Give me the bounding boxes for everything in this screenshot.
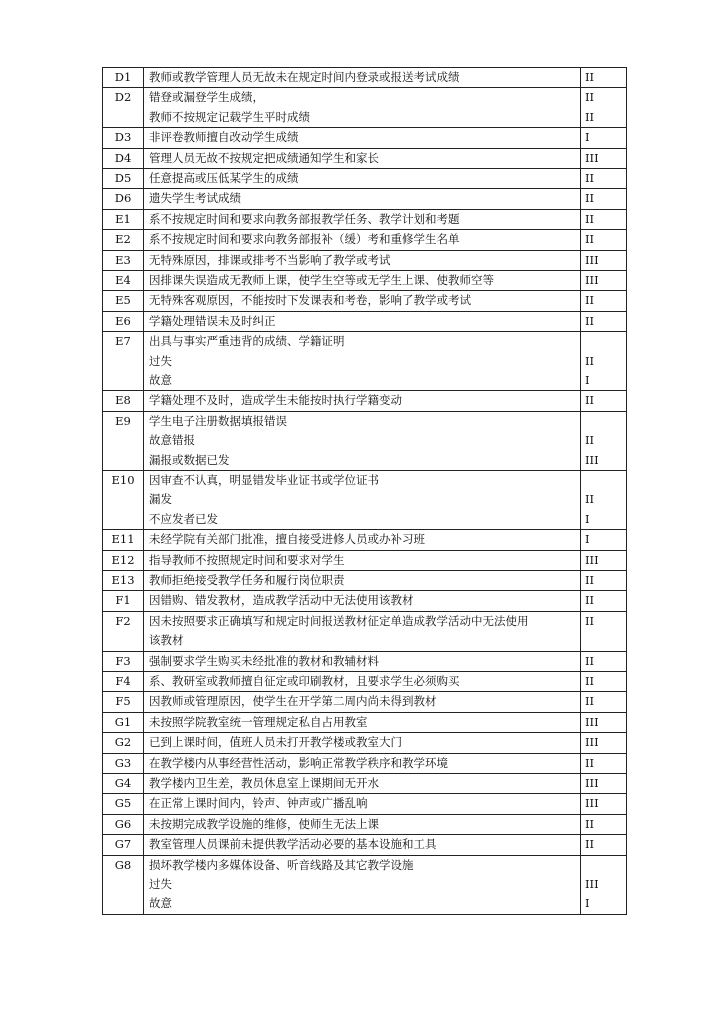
grade-level: II — [585, 70, 595, 84]
grade-level — [585, 471, 626, 490]
item-grade — [581, 169, 627, 189]
item-grade — [581, 311, 627, 331]
table-row — [103, 611, 627, 651]
table-row — [103, 471, 627, 530]
description-line: 系、教研室或教师擅自征定或印刷教材，且要求学生必须购买 — [149, 673, 460, 688]
item-description — [144, 411, 581, 470]
grade-level: II — [585, 232, 595, 247]
item-code: E12 — [103, 550, 144, 570]
description-line: 未经学院有关部门批准，擅自接受进修人员或办补习班 — [149, 532, 425, 547]
item-code: E1 — [103, 209, 144, 229]
grade-level: III — [585, 273, 599, 288]
description-line: 错登或漏登学生成绩， — [149, 90, 264, 105]
item-code: E11 — [103, 530, 144, 550]
grade-level: II — [585, 673, 595, 688]
item-grade — [581, 733, 627, 753]
table-row — [103, 570, 627, 590]
table-row — [103, 814, 627, 834]
item-grade — [581, 712, 627, 732]
item-description — [144, 169, 581, 189]
table-row — [103, 311, 627, 331]
table-row — [103, 332, 627, 391]
grade-level: II — [585, 433, 595, 448]
item-grade — [581, 271, 627, 291]
item-grade — [581, 250, 627, 270]
description-line: 任意提高或压低某学生的成绩 — [149, 171, 299, 185]
description-line: 教室管理人员课前未提供教学活动必要的基本设施和工具 — [149, 837, 437, 852]
description-line: 漏报或数据已发 — [149, 452, 230, 467]
description-line: 强制要求学生购买未经批准的教材和教辅材料 — [149, 653, 379, 668]
grade-level: II — [585, 90, 595, 105]
item-code: G4 — [103, 774, 144, 794]
description-line: 系不按规定时间和要求向教务部报补（缓）考和重修学生名单 — [149, 232, 460, 247]
item-code: D2 — [103, 88, 144, 128]
item-description — [144, 591, 581, 611]
description-line: 学籍处理不及时，造成学生未能按时执行学籍变动 — [149, 393, 402, 408]
description-line: 指导教师不按照规定时间和要求对学生 — [149, 552, 345, 567]
violation-table-body — [103, 68, 627, 915]
item-grade — [581, 671, 627, 691]
grade-level: III — [585, 552, 599, 567]
item-code: F3 — [103, 651, 144, 671]
description-line: 因错购、错发教材，造成教学活动中无法使用该教材 — [149, 593, 414, 608]
item-grade — [581, 692, 627, 712]
item-grade — [581, 530, 627, 550]
description-line: 过失 — [149, 353, 172, 368]
table-row — [103, 753, 627, 773]
item-description — [144, 671, 581, 691]
item-code: F4 — [103, 671, 144, 691]
grade-level: III — [585, 877, 599, 892]
grade-level: II — [585, 393, 595, 408]
item-code: G2 — [103, 733, 144, 753]
item-code: G1 — [103, 712, 144, 732]
item-description — [144, 753, 581, 773]
item-code: G5 — [103, 794, 144, 814]
grade-level: II — [585, 653, 595, 668]
table-row — [103, 733, 627, 753]
item-code: D1 — [103, 68, 144, 88]
grade-level — [585, 412, 626, 431]
item-code: E9 — [103, 411, 144, 470]
description-line: 因教师或管理原因，使学生在开学第二周内尚未得到教材 — [149, 694, 437, 709]
item-description — [144, 391, 581, 411]
description-line: 出具与事实严重违背的成绩、学籍证明 — [149, 334, 345, 349]
description-line: 学籍处理错误未及时纠正 — [149, 313, 276, 328]
item-code: F5 — [103, 692, 144, 712]
item-description — [144, 712, 581, 732]
grade-level: II — [585, 613, 595, 628]
item-code: G7 — [103, 835, 144, 855]
item-description — [144, 332, 581, 391]
description-line: 因排课失误造成无教师上课，使学生空等或无学生上课、使教师空等 — [149, 273, 494, 288]
item-grade — [581, 88, 627, 128]
item-code: G8 — [103, 855, 144, 914]
table-row — [103, 692, 627, 712]
description-line: 因审查不认真，明显错发毕业证书或学位证书 — [149, 473, 379, 487]
table-row — [103, 128, 627, 148]
item-code: E13 — [103, 570, 144, 590]
grade-level: II — [585, 572, 595, 587]
grade-level: II — [585, 211, 595, 226]
table-row — [103, 68, 627, 88]
grade-level: III — [585, 714, 599, 729]
description-line: 教师或教学管理人员无故未在规定时间内登录或报送考试成绩 — [149, 70, 460, 84]
item-description — [144, 835, 581, 855]
item-grade — [581, 570, 627, 590]
item-grade — [581, 753, 627, 773]
description-line: 教师拒绝接受教学任务和履行岗位职责 — [149, 572, 345, 587]
item-code: D4 — [103, 148, 144, 168]
item-description — [144, 471, 581, 530]
item-code: F2 — [103, 611, 144, 651]
description-line: 不应发者已发 — [149, 511, 218, 526]
item-code: E6 — [103, 311, 144, 331]
item-code: G6 — [103, 814, 144, 834]
item-grade — [581, 128, 627, 148]
item-code: D6 — [103, 189, 144, 209]
table-row — [103, 148, 627, 168]
item-description — [144, 774, 581, 794]
table-row — [103, 271, 627, 291]
grade-level: II — [585, 755, 595, 770]
item-grade — [581, 189, 627, 209]
description-line: 故意 — [149, 896, 172, 911]
item-code: E8 — [103, 391, 144, 411]
table-row — [103, 774, 627, 794]
table-row — [103, 794, 627, 814]
item-description — [144, 570, 581, 590]
grade-level: II — [585, 694, 595, 709]
grade-level: II — [585, 191, 595, 206]
item-description — [144, 291, 581, 311]
item-code: F1 — [103, 591, 144, 611]
grade-level: II — [585, 593, 595, 608]
table-row — [103, 291, 627, 311]
item-description — [144, 250, 581, 270]
description-line: 无特殊原因，排课或排考不当影响了教学或考试 — [149, 252, 391, 267]
table-row — [103, 855, 627, 914]
description-line: 未按期完成教学设施的维修，使师生无法上课 — [149, 816, 379, 831]
description-line: 无特殊客观原因，不能按时下发课表和考卷，影响了教学或考试 — [149, 293, 471, 308]
item-description — [144, 692, 581, 712]
description-line: 非评卷教师擅自改动学生成绩 — [149, 130, 299, 145]
item-grade — [581, 774, 627, 794]
item-grade — [581, 794, 627, 814]
description-line: 遗失学生考试成绩 — [149, 191, 241, 206]
description-line: 因未按照要求正确填写和规定时间报送教材征定单造成教学活动中无法使用 — [149, 613, 529, 628]
table-row — [103, 712, 627, 732]
item-grade — [581, 209, 627, 229]
table-row — [103, 189, 627, 209]
item-grade — [581, 148, 627, 168]
item-code: E5 — [103, 291, 144, 311]
grade-level: I — [585, 511, 590, 526]
item-grade — [581, 230, 627, 250]
grade-level: II — [585, 816, 595, 831]
item-code: D3 — [103, 128, 144, 148]
grade-level — [585, 631, 626, 650]
grade-level: I — [585, 896, 590, 911]
grade-level: I — [585, 532, 590, 547]
item-code: E7 — [103, 332, 144, 391]
item-description — [144, 230, 581, 250]
item-description — [144, 530, 581, 550]
grade-level: II — [585, 293, 595, 308]
grade-level: II — [585, 313, 595, 328]
grade-level: III — [585, 252, 599, 267]
item-description — [144, 611, 581, 651]
description-line: 系不按规定时间和要求向教务部报教学任务、教学计划和考题 — [149, 211, 460, 226]
item-code: E10 — [103, 471, 144, 530]
item-grade — [581, 411, 627, 470]
description-line: 在正常上课时间内，铃声、钟声或广播乱响 — [149, 796, 368, 811]
table-row — [103, 651, 627, 671]
grade-level — [585, 856, 626, 875]
item-description — [144, 814, 581, 834]
table-row — [103, 671, 627, 691]
description-line: 教师不按规定记载学生平时成绩 — [149, 109, 310, 124]
table-row — [103, 391, 627, 411]
table-row — [103, 230, 627, 250]
description-line: 漏发 — [149, 492, 172, 507]
item-grade — [581, 611, 627, 651]
table-row — [103, 591, 627, 611]
item-description — [144, 209, 581, 229]
item-grade — [581, 391, 627, 411]
item-grade — [581, 68, 627, 88]
grade-level: II — [585, 109, 595, 124]
item-grade — [581, 291, 627, 311]
item-description — [144, 733, 581, 753]
description-line: 过失 — [149, 877, 172, 892]
item-code: E2 — [103, 230, 144, 250]
description-line: 在教学楼内从事经营性活动，影响正常教学秩序和教学环境 — [149, 755, 448, 770]
item-description — [144, 68, 581, 88]
description-line: 损坏教学楼内多媒体设备、听音线路及其它教学设施 — [149, 857, 414, 872]
grade-level: III — [585, 735, 599, 750]
item-description — [144, 651, 581, 671]
grade-level: II — [585, 492, 595, 507]
item-description — [144, 88, 581, 128]
description-line: 学生电子注册数据填报错误 — [149, 413, 287, 428]
table-row — [103, 835, 627, 855]
item-grade — [581, 814, 627, 834]
description-line: 已到上课时间，值班人员未打开教学楼或教室大门 — [149, 735, 402, 750]
description-line: 未按照学院教室统一管理规定私自占用教室 — [149, 714, 368, 729]
item-description — [144, 311, 581, 331]
table-row — [103, 250, 627, 270]
item-grade — [581, 651, 627, 671]
grade-level: II — [585, 837, 595, 852]
description-line: 故意 — [149, 373, 172, 388]
grade-level: II — [585, 171, 595, 185]
item-grade — [581, 855, 627, 914]
grade-level: III — [585, 452, 599, 467]
item-code: G3 — [103, 753, 144, 773]
grade-level: III — [585, 150, 599, 165]
grade-level: II — [585, 353, 595, 368]
grade-level: III — [585, 776, 599, 791]
item-grade — [581, 471, 627, 530]
item-grade — [581, 835, 627, 855]
item-description — [144, 271, 581, 291]
grade-level: I — [585, 130, 590, 145]
description-line: 该教材 — [149, 633, 184, 648]
table-row — [103, 550, 627, 570]
grade-level — [585, 332, 626, 351]
description-line: 故意错报 — [149, 433, 195, 448]
item-code: D5 — [103, 169, 144, 189]
item-grade — [581, 332, 627, 391]
item-description — [144, 855, 581, 914]
item-description — [144, 128, 581, 148]
table-row — [103, 209, 627, 229]
item-description — [144, 148, 581, 168]
item-description — [144, 550, 581, 570]
grade-level: III — [585, 796, 599, 811]
item-code: E4 — [103, 271, 144, 291]
item-description — [144, 189, 581, 209]
item-grade — [581, 550, 627, 570]
description-line: 教学楼内卫生差，教员休息室上课期间无开水 — [149, 776, 379, 791]
table-row — [103, 169, 627, 189]
item-grade — [581, 591, 627, 611]
violation-table — [102, 67, 627, 915]
item-description — [144, 794, 581, 814]
table-row — [103, 88, 627, 128]
grade-level: I — [585, 373, 590, 388]
table-row — [103, 411, 627, 470]
description-line: 管理人员无故不按规定把成绩通知学生和家长 — [149, 150, 379, 165]
item-code: E3 — [103, 250, 144, 270]
table-row — [103, 530, 627, 550]
